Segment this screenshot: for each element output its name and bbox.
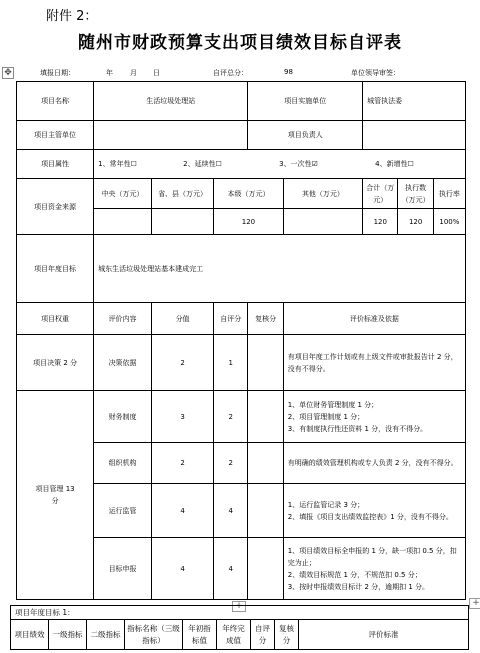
fill-date-label: 填报日期： bbox=[40, 69, 75, 77]
fund-province bbox=[152, 209, 214, 235]
indicator-value: 4 bbox=[152, 484, 214, 538]
indicator-self-score: 4 bbox=[214, 538, 248, 600]
attr-option-2[interactable]: 2、延续性☐ bbox=[183, 160, 222, 168]
impl-unit-value: 城管执法委 bbox=[363, 82, 466, 121]
indicator-group-management-label: 项目管理 13 分 bbox=[35, 485, 75, 505]
goal-value: 城东生活垃圾处理站基本建成完工 bbox=[94, 235, 466, 303]
indicator-standard: 有明确的绩效管理机构或专人负责 2 分，没有不得分。 bbox=[283, 443, 465, 484]
fund-label: 项目资金来源 bbox=[17, 179, 94, 235]
score-value: 98 bbox=[284, 68, 293, 76]
fund-executed: 120 bbox=[398, 209, 433, 235]
attr-option-3[interactable]: 3、一次性☑ bbox=[279, 160, 318, 168]
impl-unit-label: 项目实施单位 bbox=[248, 82, 363, 121]
leader-sign-label: 单位领导审签： bbox=[351, 69, 400, 77]
t2-header-initial: 年初指标值 bbox=[183, 620, 217, 650]
goal-label: 项目年度目标 bbox=[17, 235, 94, 303]
t2-header-standard: 评价标准 bbox=[299, 620, 469, 650]
score-label: 自评总分： bbox=[213, 69, 248, 77]
year-label: 年 bbox=[106, 69, 113, 77]
t2-header-final: 年终完成值 bbox=[217, 620, 251, 650]
fund-header-central: 中央（万元） bbox=[94, 179, 152, 209]
fund-central bbox=[94, 209, 152, 235]
performance-goal-table bbox=[10, 605, 469, 650]
fund-rate: 100% bbox=[433, 209, 465, 235]
fund-header-province: 省、县（万元） bbox=[152, 179, 214, 209]
page-title: 随州市财政预算支出项目绩效目标自评表 bbox=[78, 33, 402, 53]
content-header: 评价内容 bbox=[94, 303, 152, 335]
attr-label: 项目属性 bbox=[17, 150, 94, 179]
table-move-handle-icon[interactable]: ✥ bbox=[2, 67, 14, 79]
indicator-self-score: 1 bbox=[214, 335, 248, 391]
indicator-content: 决策依据 bbox=[94, 335, 152, 391]
dept-value bbox=[94, 121, 248, 150]
attr-option-1[interactable]: 1、常年性☐ bbox=[98, 160, 137, 168]
indicator-standard: 1、单位财务管理制度 1 分； 2、项目管理制度 1 分； 3、有制度执行性还资料 1 分，没有不得分。 bbox=[283, 391, 465, 443]
goal-row-label: 项目年度目标 1： bbox=[11, 606, 469, 620]
fund-header-total: 合计（万元） bbox=[363, 179, 398, 209]
fund-other bbox=[283, 209, 362, 235]
fund-total: 120 bbox=[363, 209, 398, 235]
standard-header: 评价标准及依据 bbox=[283, 303, 465, 335]
self-score-header: 自评分 bbox=[214, 303, 248, 335]
indicator-value: 4 bbox=[152, 538, 214, 600]
indicator-self-score: 4 bbox=[214, 484, 248, 538]
dept-label: 项目主管单位 bbox=[17, 121, 94, 150]
t2-header-review: 复核分 bbox=[275, 620, 299, 650]
indicator-self-score: 2 bbox=[214, 443, 248, 484]
indicator-review-score bbox=[248, 538, 283, 600]
indicator-review-score bbox=[248, 391, 283, 443]
t2-header-performance: 项目绩效 bbox=[11, 620, 49, 650]
indicator-group-management bbox=[17, 391, 94, 600]
t2-header-self: 自评分 bbox=[251, 620, 275, 650]
indicator-value: 3 bbox=[152, 391, 214, 443]
indicator-standard: 有项目年度工作计划或有上级文件或审批报告计 2 分，没有不得分。 bbox=[283, 335, 465, 391]
fund-header-rate: 执行率 bbox=[433, 179, 465, 209]
add-row-icon[interactable]: + bbox=[232, 601, 246, 612]
indicator-content: 运行监管 bbox=[94, 484, 152, 538]
weight-header: 项目权重 bbox=[17, 303, 94, 335]
add-column-icon[interactable]: + bbox=[469, 598, 480, 609]
owner-label: 项目负责人 bbox=[248, 121, 363, 150]
indicator-value: 2 bbox=[152, 443, 214, 484]
day-label: 日 bbox=[153, 69, 160, 77]
indicator-content: 组织机构 bbox=[94, 443, 152, 484]
annex-label: 附件 2： bbox=[46, 9, 98, 24]
attr-option-4[interactable]: 4、新增性☐ bbox=[375, 160, 414, 168]
indicator-content: 财务制度 bbox=[94, 391, 152, 443]
indicator-review-score bbox=[248, 443, 283, 484]
indicator-standard: 1、运行监管记录 3 分； 2、填报《项目支出绩效监控表》1 分，没有不得分。 bbox=[283, 484, 465, 538]
indicator-review-score bbox=[248, 484, 283, 538]
fund-header-other: 其他（万元） bbox=[283, 179, 362, 209]
t2-header-level2: 二级指标 bbox=[87, 620, 125, 650]
t2-header-level1: 一级指标 bbox=[49, 620, 87, 650]
indicator-self-score: 2 bbox=[214, 391, 248, 443]
t2-header-level3: 指标名称（三级指标） bbox=[125, 620, 183, 650]
attr-options bbox=[94, 150, 466, 179]
indicator-value: 2 bbox=[152, 335, 214, 391]
owner-value bbox=[363, 121, 466, 150]
project-name-label: 项目名称 bbox=[17, 82, 94, 121]
indicator-review-score bbox=[248, 335, 283, 391]
indicator-group-decision: 项目决策 2 分 bbox=[17, 335, 94, 391]
fund-header-executed: 执行数（万元） bbox=[398, 179, 433, 209]
indicator-standard: 1、项目绩效目标全申报的 1 分，缺一项扣 0.5 分，扣完为止； 2、绩效目标规范 1 分，不规范扣 0.5 分； 3、按时申报绩效目标计 2 分，逾期扣 1 分。 bbox=[283, 538, 465, 600]
review-score-header: 复核分 bbox=[248, 303, 283, 335]
fund-header-local: 本级（万元） bbox=[214, 179, 284, 209]
month-label: 月 bbox=[130, 69, 137, 77]
fund-local: 120 bbox=[214, 209, 284, 235]
self-evaluation-table bbox=[16, 81, 466, 600]
value-header: 分值 bbox=[152, 303, 214, 335]
project-name-value: 生活垃圾处理站 bbox=[94, 82, 248, 121]
indicator-content: 目标申报 bbox=[94, 538, 152, 600]
